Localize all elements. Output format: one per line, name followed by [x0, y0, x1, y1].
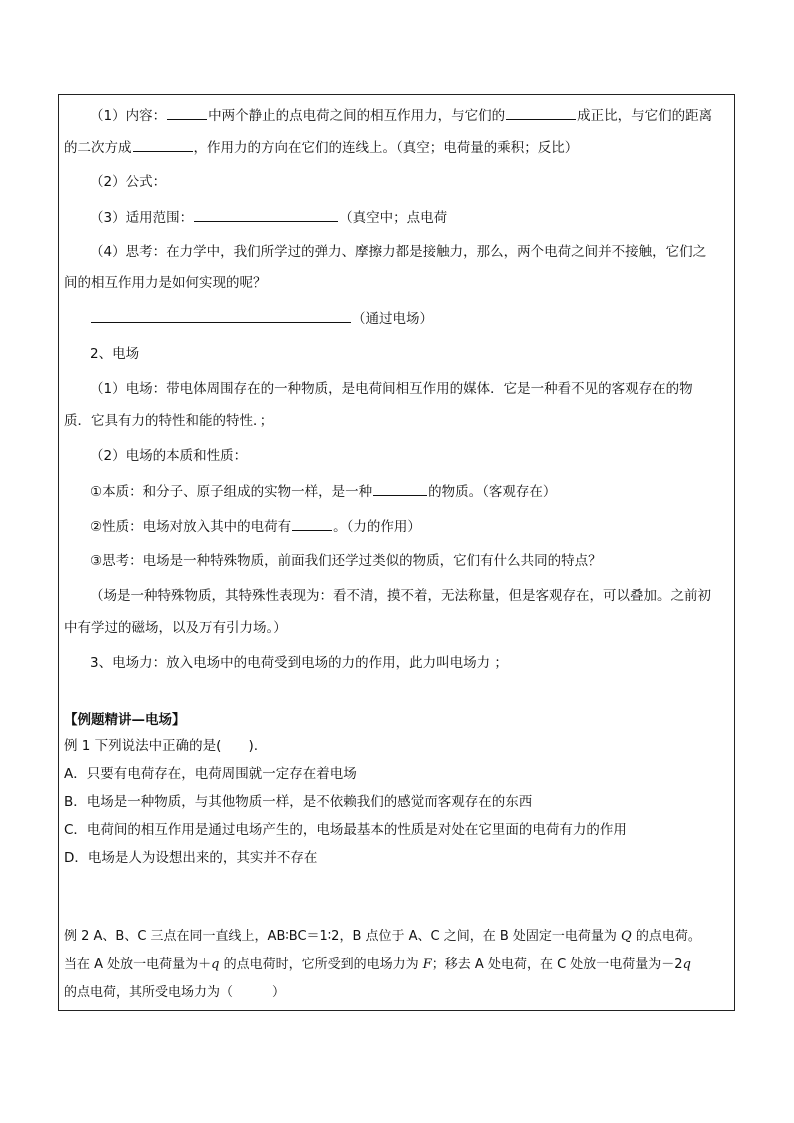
blank-product — [506, 105, 576, 120]
blank-inverse — [133, 137, 193, 152]
ex2-line2: 当在 A 处放一电荷量为＋q 的点电荷时，它所受到的电场力为 F；移去 A 处电荷，在 C 处放一电荷量为－2q — [64, 957, 691, 972]
field-nature-heading: （2）电场的本质和性质： — [90, 448, 248, 464]
section3-heading: 3、电场力：放入电场中的电荷受到电场的力的作用，此力叫电场力 ； — [90, 655, 508, 671]
item4-line1: （4）思考：在力学中，我们所学过的弹力、摩擦力都是接触力，那么，两个电荷之间并不接触，它们之 — [90, 244, 707, 260]
ex2-line1: 例 2 A、B、C 三点在同一直线上，AB∶BC＝1∶2，B 点位于 A、C 之间，在 B 处固定一电荷量为 Q 的点电荷。 — [64, 929, 701, 944]
blank-property — [292, 516, 332, 531]
item1-line1: （1）内容： 中两个静止的点电荷之间的相互作用力，与它们的 成正比，与它们的距离 — [90, 105, 712, 126]
item1-line2: 的二次方成 ，作用力的方向在它们的连线上。（真空；电荷量的乘积；反比） — [64, 137, 578, 158]
item4-line2: 间的相互作用力是如何实现的呢？ — [64, 275, 267, 291]
blank-scope — [194, 207, 338, 222]
field-property: ②性质：电场对放入其中的电荷有 。（力的作用） — [90, 516, 421, 537]
ex1-option-b: B．电场是一种物质，与其他物质一样，是不依赖我们的感觉而客观存在的东西 — [64, 794, 533, 810]
blank-think — [91, 308, 351, 323]
item4-answer-line: （通过电场） — [90, 308, 433, 329]
item3-scope: （3）适用范围： （真空中；点电荷 — [90, 207, 447, 228]
field-def-line2: 质．它具有力的特性和能的特性．； — [64, 413, 274, 429]
field-think: ③思考：电场是一种特殊物质，前面我们还学过类似的物质，它们有什么共同的特点？ — [90, 553, 602, 569]
ex2-line3: 的点电荷，其所受电场力为（ ） — [64, 985, 286, 1000]
field-explain-line2: 中有学过的磁场，以及万有引力场。） — [64, 620, 287, 636]
examples-title: 【例题精讲—电场】 — [64, 712, 186, 728]
ex1-option-a: A．只要有电荷存在，电荷周围就一定存在着电场 — [64, 766, 357, 782]
blank-vacuum — [167, 105, 207, 120]
field-def-line1: （1）电场：带电体周围存在的一种物质，是电荷间相互作用的媒体．它是一种看不见的客观存在的物 — [90, 381, 693, 397]
ex1-option-d: D．电场是人为设想出来的，其实并不存在 — [64, 850, 318, 866]
ex1-stem: 例 1 下列说法中正确的是( ). — [64, 738, 258, 754]
field-explain-line1: （场是一种特殊物质，其特殊性表现为：看不清，摸不着，无法称量，但是客观存在，可以叠加。之前初 — [90, 588, 711, 604]
blank-essence — [373, 481, 427, 496]
field-essence: ①本质：和分子、原子组成的实物一样，是一种 的物质。（客观存在） — [90, 481, 556, 502]
section2-heading: 2、电场 — [90, 346, 140, 362]
ex1-option-c: C．电荷间的相互作用是通过电场产生的，电场最基本的性质是对处在它里面的电荷有力的作用 — [64, 822, 627, 838]
item2-formula: （2）公式： — [90, 174, 167, 190]
